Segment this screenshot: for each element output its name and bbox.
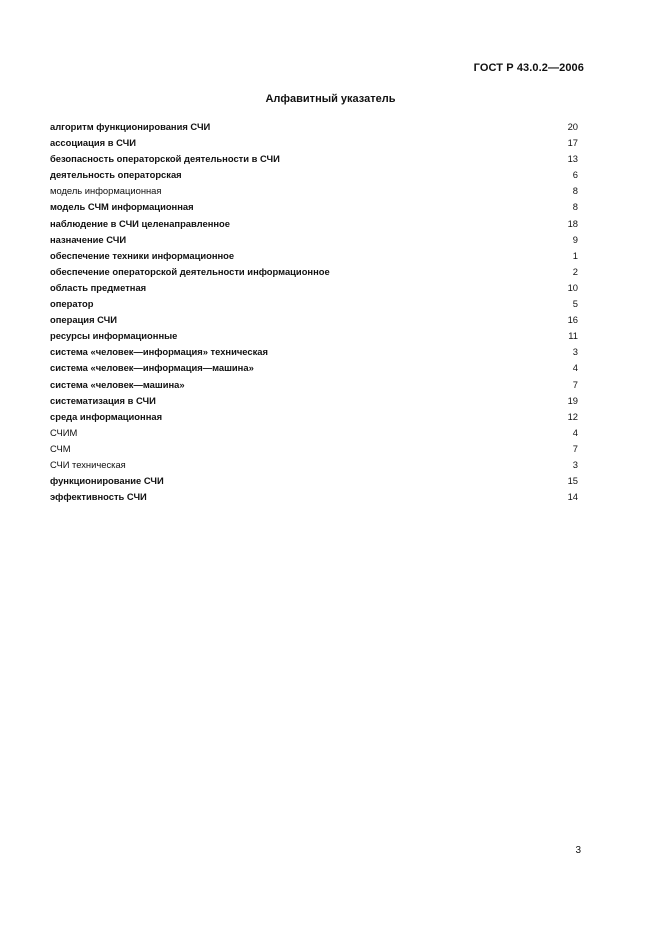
index-entry <box>50 151 578 167</box>
index-page-ref: 4 <box>572 362 578 374</box>
index-term: систематизация в СЧИ <box>50 394 156 406</box>
index-entry <box>50 489 578 505</box>
index-entry <box>50 232 578 248</box>
index-page-ref: 8 <box>572 185 578 197</box>
index-term: область предметная <box>50 281 147 293</box>
index-page-ref: 8 <box>572 201 578 213</box>
index-page-ref: 17 <box>567 137 578 149</box>
index-term: ассоциация в СЧИ <box>50 137 136 149</box>
index-page-ref: 3 <box>572 346 578 358</box>
index-page-ref: 6 <box>572 169 578 181</box>
index-entry <box>50 183 578 199</box>
index-page-ref: 1 <box>572 249 578 261</box>
index-term: система «человек—машина» <box>50 378 185 390</box>
index-page-ref: 18 <box>567 217 578 229</box>
index-entry <box>50 344 578 360</box>
index-entry <box>50 409 578 425</box>
index-entry <box>50 167 578 183</box>
index-entry <box>50 377 578 393</box>
index-term: операция СЧИ <box>50 314 118 326</box>
index-page-ref: 16 <box>567 314 578 326</box>
index-term: деятельность операторская <box>50 169 182 181</box>
index-page-ref: 4 <box>572 426 578 438</box>
index-entry <box>50 280 578 296</box>
alphabetical-index <box>50 119 578 505</box>
index-entry <box>50 425 578 441</box>
index-page-ref: 9 <box>572 233 578 245</box>
index-term: наблюдение в СЧИ целенаправленное <box>50 217 230 229</box>
index-page-ref: 2 <box>572 265 578 277</box>
index-page-ref: 20 <box>567 121 578 132</box>
index-term: модель информационная <box>50 185 162 197</box>
index-term: алгоритм функционирования СЧИ <box>50 121 211 132</box>
index-page-ref: 10 <box>567 281 578 293</box>
index-term: СЧИ техническая <box>50 458 126 470</box>
index-entry <box>50 135 578 151</box>
index-entry <box>50 264 578 280</box>
index-entry <box>50 393 578 409</box>
index-term: ресурсы информационные <box>50 330 178 342</box>
index-entry <box>50 312 578 328</box>
index-page-ref: 7 <box>572 442 578 454</box>
index-page-ref: 3 <box>572 458 578 470</box>
index-page-ref: 19 <box>567 394 578 406</box>
index-entry <box>50 457 578 473</box>
index-term: назначение СЧИ <box>50 233 127 245</box>
index-term: модель СЧМ информационная <box>50 201 194 213</box>
index-page-ref: 15 <box>567 475 578 487</box>
index-entry <box>50 441 578 457</box>
index-page-ref: 14 <box>567 491 578 503</box>
index-term: система «человек—информация—машина» <box>50 362 254 374</box>
index-term: обеспечение техники информационное <box>50 249 235 261</box>
index-entry <box>50 360 578 376</box>
index-term: СЧИМ <box>50 426 78 438</box>
index-term: среда информационная <box>50 410 163 422</box>
index-term: эффективность СЧИ <box>50 491 147 503</box>
index-page-ref: 13 <box>567 153 578 165</box>
index-entry <box>50 473 578 489</box>
index-entry <box>50 199 578 215</box>
index-entry <box>50 328 578 344</box>
index-term: СЧМ <box>50 442 71 454</box>
page-number: 3 <box>575 845 581 856</box>
index-page-ref: 11 <box>568 330 578 342</box>
index-entry <box>50 119 578 135</box>
index-page-ref: 7 <box>572 378 578 390</box>
index-entry <box>50 248 578 264</box>
index-title: Алфавитный указатель <box>265 93 396 105</box>
index-term: обеспечение операторской деятельности информационное <box>50 265 330 277</box>
document-standard-code: ГОСТ Р 43.0.2—2006 <box>473 62 584 74</box>
index-page-ref: 12 <box>567 410 578 422</box>
index-term: функционирование СЧИ <box>50 475 164 487</box>
index-term: оператор <box>50 298 94 310</box>
index-entry <box>50 216 578 232</box>
index-entry <box>50 296 578 312</box>
index-term: система «человек—информация» техническая <box>50 346 268 358</box>
index-page-ref: 5 <box>572 298 578 310</box>
index-term: безопасность операторской деятельности в СЧИ <box>50 153 280 165</box>
